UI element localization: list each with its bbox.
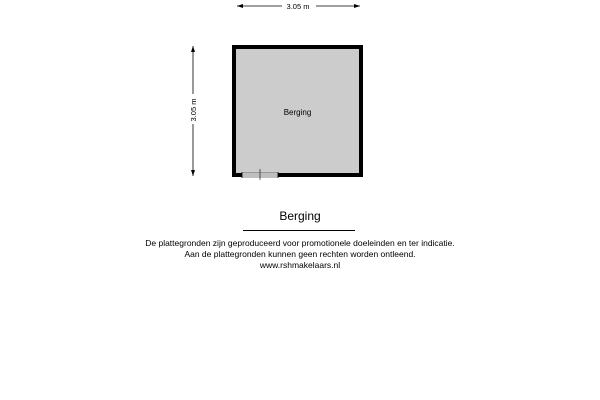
caption-divider bbox=[243, 230, 355, 231]
caption-title: Berging bbox=[279, 209, 321, 223]
disclaimer-line-1: De plattegronden zijn geproduceerd voor promotionele doeleinden en ter indicatie. bbox=[145, 238, 455, 248]
height-dimension-label: 3.05 m bbox=[189, 98, 198, 122]
website-link: www.rshmakelaars.nl bbox=[259, 260, 341, 270]
room-label: Berging bbox=[283, 108, 312, 117]
width-dimension bbox=[237, 1, 360, 11]
disclaimer-line-2: Aan de plattegronden kunnen geen rechten worden ontleend. bbox=[184, 249, 416, 259]
height-dimension bbox=[188, 46, 198, 176]
room-berging bbox=[232, 45, 363, 180]
width-dimension-label: 3.05 m bbox=[286, 2, 310, 11]
